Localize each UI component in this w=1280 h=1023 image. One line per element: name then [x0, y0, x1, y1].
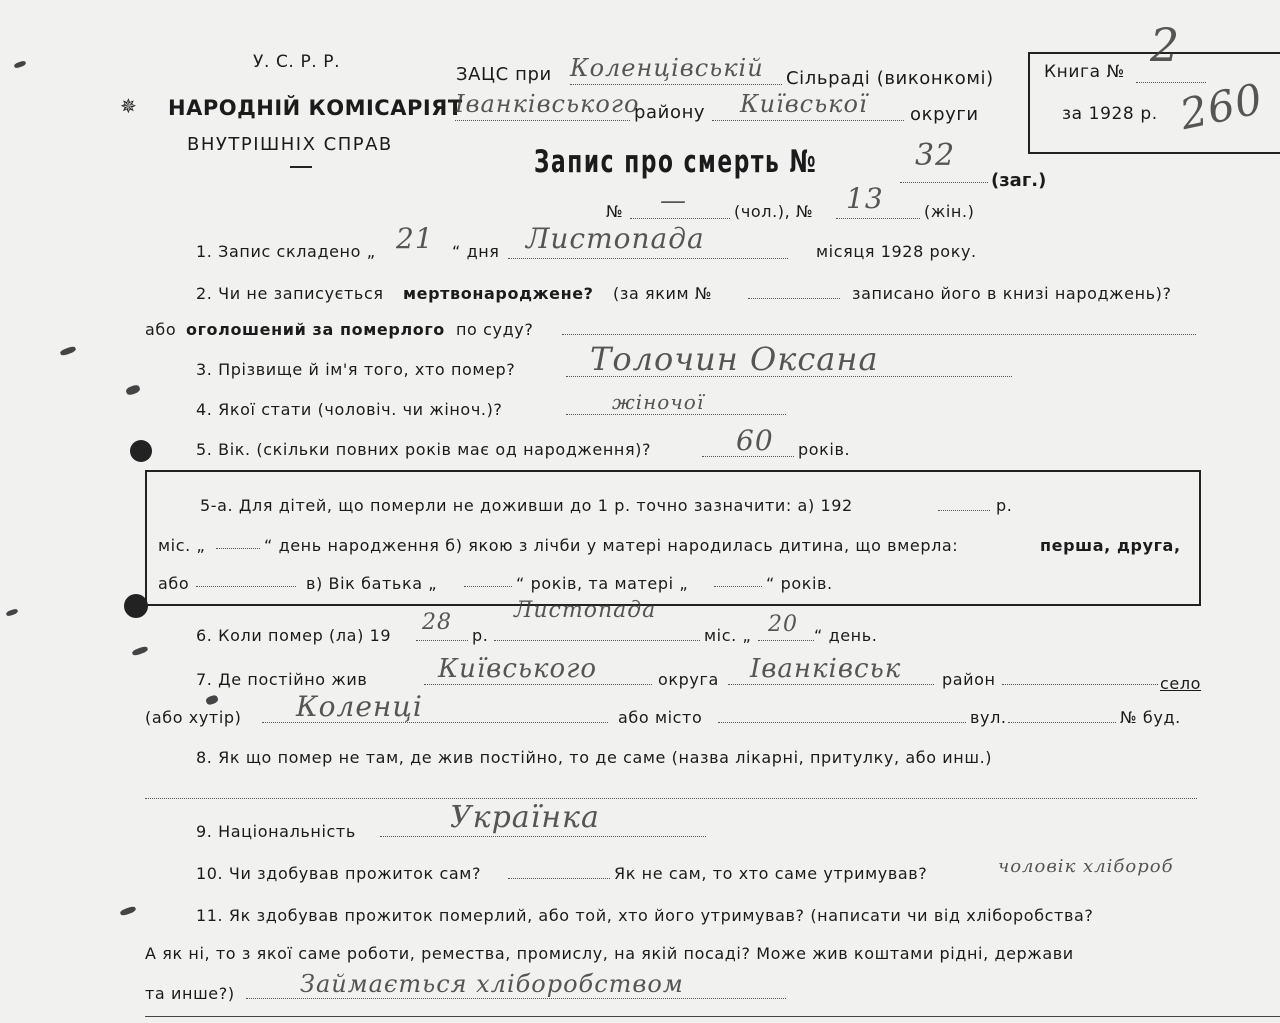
zags-council-handwritten: Коленцівській	[570, 54, 764, 82]
item10-self-line	[508, 878, 610, 879]
item9-nationality-handwritten: Українка	[450, 800, 600, 835]
emblem-icon: ✵	[120, 94, 138, 118]
district-handwritten: Іванківського	[455, 90, 640, 118]
zags-prefix: ЗАЦС при	[456, 64, 552, 85]
item2-court-line	[562, 334, 1196, 335]
item7-building-label: № буд.	[1120, 708, 1181, 727]
book-number-handwritten: 2	[1150, 18, 1181, 72]
item3-label: 3. Прізвище й ім'я того, хто помер?	[196, 360, 516, 379]
record-title: Запис про смерть №	[534, 144, 818, 180]
record-number-line	[900, 182, 988, 183]
item2-court: по суду?	[456, 320, 534, 339]
item1-month-handwritten: Листопада	[526, 222, 705, 255]
item2-number-label: (за яким №	[613, 284, 713, 303]
item1-day-handwritten: 21	[396, 222, 434, 255]
item7-village-line	[1002, 684, 1158, 685]
commissariat-title: НАРОДНІЙ КОМІСАРІЯТ	[168, 96, 463, 120]
item5a-year-line	[938, 510, 990, 511]
item5a-mother-line	[714, 586, 762, 587]
item5a-month-label: міс. „	[158, 536, 206, 555]
item5a-years-suffix: “ років.	[766, 574, 833, 593]
book-label: Книга №	[1044, 62, 1125, 82]
item8-label: 8. Як що помер не там, де жив постійно, то де саме (назва лікарні, притулку, або инш.)	[196, 748, 993, 767]
item3-name-line	[566, 376, 1012, 377]
item11-label: 11. Як здобував прожиток померлий, або той, хто його утримував? (написати чи від хліборобства?	[196, 906, 1094, 925]
item4-label: 4. Якої стати (чоловіч. чи жіноч.)?	[196, 400, 503, 419]
okrug-label: округи	[910, 104, 979, 125]
item7-village-label: село	[1160, 674, 1202, 693]
item10-label: 10. Чи здобував прожиток сам?	[196, 864, 482, 883]
item2-declared-dead: оголошений за померлого	[186, 320, 445, 339]
punch-hole	[124, 594, 148, 618]
item1-year-label: місяця 1928 року.	[816, 242, 977, 261]
ink-speck	[125, 384, 141, 396]
item6-day-suffix: “ день.	[814, 626, 878, 645]
record-male-label: (чол.), №	[734, 202, 814, 221]
item6-day-handwritten: 20	[768, 612, 798, 637]
commissariat-subtitle: ВНУТРІШНІХ СПРАВ	[187, 134, 393, 155]
item7-village-handwritten: Коленці	[296, 690, 423, 723]
item5a-or: або	[158, 574, 190, 593]
item2-number-line	[748, 298, 840, 299]
item2-stillborn: мертвонароджене?	[403, 284, 594, 303]
record-male-handwritten: —	[660, 186, 687, 216]
district-line	[455, 120, 630, 121]
item1-month-line	[508, 258, 788, 259]
item7-okrug-handwritten: Київського	[438, 654, 598, 684]
item8-line	[145, 798, 1197, 799]
council-label: Сільраді (виконкомі)	[786, 68, 994, 89]
item11-line3: та инше?)	[145, 984, 235, 1003]
punch-hole	[130, 440, 152, 462]
year-label: за 1928 р.	[1062, 104, 1158, 124]
record-female-line	[836, 218, 920, 219]
item6-year-handwritten: 28	[422, 610, 452, 635]
record-number-handwritten: 32	[915, 138, 956, 173]
item5a-birthday: “ день народження б) якою з лічби у матері народилась дитина, що вмерла:	[264, 536, 959, 555]
item7-label: 7. Де постійно жив	[196, 670, 368, 689]
item1-label: 1. Запис складено „	[196, 242, 376, 261]
item11-occupation-handwritten: Займається хліборобством	[300, 970, 684, 998]
header-divider	[290, 166, 312, 168]
item7-city-line	[718, 722, 966, 723]
record-total-label: (заг.)	[991, 170, 1047, 191]
ink-speck	[205, 694, 219, 706]
item7-city-label: або місто	[618, 708, 703, 727]
book-number-line	[1136, 82, 1206, 83]
item5a-year-suffix: р.	[996, 496, 1013, 515]
okrug-handwritten: Київської	[740, 90, 868, 118]
item6-label: 6. Коли помер (ла) 19	[196, 626, 392, 645]
item7-khutir-label: (або хутір)	[145, 708, 242, 727]
item9-line	[380, 836, 706, 837]
item6-day-line	[758, 640, 814, 641]
ink-speck	[59, 345, 76, 356]
item10-support-handwritten: чоловік хлібороб	[998, 856, 1174, 877]
item10-support-label: Як не сам, то хто саме утримував?	[614, 864, 928, 883]
item6-month-line	[494, 640, 700, 641]
item11-line	[246, 998, 786, 999]
item6-year-suffix: р.	[472, 626, 489, 645]
item5a-father-line	[464, 586, 512, 587]
item1-day-suffix: “ дня	[452, 242, 500, 261]
ink-speck	[131, 645, 148, 656]
item5-age-handwritten: 60	[736, 424, 774, 457]
item5a-month-line	[216, 548, 260, 549]
item7-rayon-label: район	[942, 670, 996, 689]
item5a-label: 5-а. Для дітей, що померли не доживши до 1 р. точно зазначити: а) 192	[200, 496, 853, 515]
item6-year-line	[416, 640, 468, 641]
record-female-handwritten: 13	[846, 182, 884, 215]
item5a-order: перша, друга,	[1040, 536, 1181, 555]
item5a-order-line	[196, 586, 296, 587]
ink-speck	[6, 608, 19, 617]
item7-rayon-line	[728, 684, 934, 685]
item2-or: або	[145, 320, 177, 339]
item7-okrug-line	[424, 684, 652, 685]
item5a-father-age: в) Вік батька „	[306, 574, 438, 593]
item6-month-suffix: міс. „	[704, 626, 752, 645]
item2-birth-book: записано його в книзі народжень)?	[852, 284, 1172, 303]
item9-label: 9. Національність	[196, 822, 356, 841]
record-male-line	[630, 218, 730, 219]
okrug-line	[712, 120, 904, 121]
record-female-label: (жін.)	[924, 202, 975, 221]
page-bottom-line	[145, 1016, 1280, 1017]
item7-khutir-line	[262, 722, 608, 723]
item7-street-label: вул.	[970, 708, 1007, 727]
item6-month-handwritten: Листопада	[514, 598, 657, 623]
item5-age-line	[702, 456, 794, 457]
item7-rayon-handwritten: Іванківськ	[750, 654, 902, 684]
republic-label: У. С. Р. Р.	[253, 52, 341, 72]
item3-name-handwritten: Толочин Оксана	[590, 340, 879, 378]
item11-line2: А як ні, то з якої саме роботи, ремества, промислу, на якій посаді? Може жив коштами рідні, держави	[145, 944, 1074, 963]
item5-label: 5. Вік. (скільки повних років має од народження)?	[196, 440, 652, 459]
district-label: району	[634, 102, 706, 123]
item4-sex-handwritten: жіночої	[612, 390, 705, 414]
item5a-mother-age: “ років, та матері „	[516, 574, 689, 593]
zags-council-line	[570, 84, 782, 85]
item7-street-line	[1008, 722, 1116, 723]
ink-speck	[14, 60, 27, 69]
year-number-handwritten: 260	[1175, 73, 1268, 140]
ink-speck	[119, 905, 136, 916]
item4-sex-line	[566, 414, 786, 415]
record-no-label: №	[606, 202, 624, 221]
item2-label: 2. Чи не записується	[196, 284, 384, 303]
item7-okrug-label: округа	[658, 670, 719, 689]
item5-years-label: років.	[798, 440, 851, 459]
